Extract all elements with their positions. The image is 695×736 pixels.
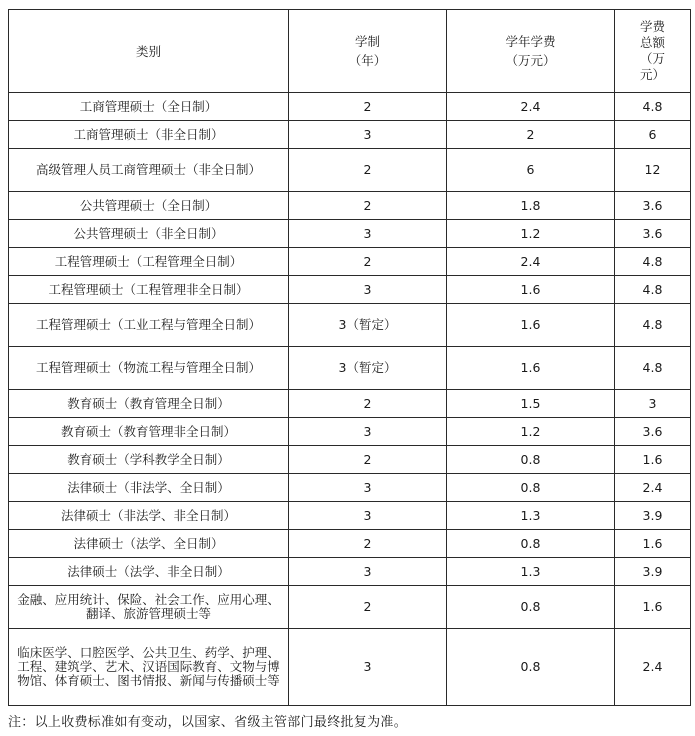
annual-fee-cell: 1.2 [447, 418, 615, 446]
table-row [9, 502, 691, 530]
category-cell: 法律硕士（法学、全日制） [9, 530, 289, 558]
total-fee-cell: 3.9 [615, 502, 691, 530]
table-row [9, 347, 691, 390]
table-row [9, 93, 691, 121]
total-fee-cell: 3.6 [615, 192, 691, 220]
table-row [9, 629, 691, 706]
duration-cell: 2 [289, 446, 447, 474]
total-fee-cell: 4.8 [615, 347, 691, 390]
annual-fee-cell: 1.2 [447, 220, 615, 248]
table-row [9, 304, 691, 347]
duration-cell: 2 [289, 586, 447, 629]
table-row [9, 474, 691, 502]
total-fee-cell: 4.8 [615, 93, 691, 121]
category-cell: 工程管理硕士（工业工程与管理全日制） [9, 304, 289, 347]
category-cell: 教育硕士（教育管理全日制） [9, 390, 289, 418]
annual-fee-cell: 1.8 [447, 192, 615, 220]
table-row [9, 121, 691, 149]
category-cell: 工商管理硕士（非全日制） [9, 121, 289, 149]
annual-fee-cell: 6 [447, 149, 615, 192]
total-fee-cell: 3.6 [615, 220, 691, 248]
total-fee-cell: 2.4 [615, 474, 691, 502]
total-fee-cell: 1.6 [615, 446, 691, 474]
annual-fee-cell: 0.8 [447, 586, 615, 629]
category-cell: 临床医学、口腔医学、公共卫生、药学、护理、工程、建筑学、艺术、汉语国际教育、文物与博物馆、体育硕士、图书情报、新闻与传播硕士等 [9, 629, 289, 706]
annual-fee-cell: 1.5 [447, 390, 615, 418]
header-total-fee: 学费 总额 （万 元） [615, 10, 691, 93]
category-cell: 教育硕士（学科教学全日制） [9, 446, 289, 474]
duration-cell: 3 [289, 474, 447, 502]
tuition-fee-table [8, 9, 691, 706]
total-fee-cell: 3.9 [615, 558, 691, 586]
header-category: 类别 [9, 10, 289, 93]
duration-cell: 2 [289, 192, 447, 220]
category-cell: 工程管理硕士（工程管理非全日制） [9, 276, 289, 304]
total-fee-cell: 3.6 [615, 418, 691, 446]
table-row [9, 276, 691, 304]
duration-cell: 3（暂定） [289, 347, 447, 390]
duration-cell: 2 [289, 149, 447, 192]
category-cell: 公共管理硕士（全日制） [9, 192, 289, 220]
category-cell: 法律硕士（非法学、非全日制） [9, 502, 289, 530]
total-fee-cell: 2.4 [615, 629, 691, 706]
duration-cell: 3 [289, 121, 447, 149]
table-row [9, 220, 691, 248]
category-cell: 工商管理硕士（全日制） [9, 93, 289, 121]
duration-cell: 3 [289, 276, 447, 304]
table-header-row [9, 10, 691, 93]
duration-cell: 3 [289, 220, 447, 248]
annual-fee-cell: 1.3 [447, 502, 615, 530]
duration-cell: 3 [289, 418, 447, 446]
total-fee-cell: 12 [615, 149, 691, 192]
total-fee-cell: 3 [615, 390, 691, 418]
total-fee-cell: 4.8 [615, 276, 691, 304]
total-fee-cell: 6 [615, 121, 691, 149]
annual-fee-cell: 2.4 [447, 248, 615, 276]
annual-fee-cell: 0.8 [447, 530, 615, 558]
footnote: 注：以上收费标准如有变动，以国家、省级主管部门最终批复为准。 [8, 715, 408, 730]
table-row [9, 192, 691, 220]
total-fee-cell: 1.6 [615, 586, 691, 629]
duration-cell: 2 [289, 390, 447, 418]
annual-fee-cell: 0.8 [447, 629, 615, 706]
annual-fee-cell: 2 [447, 121, 615, 149]
header-annual-fee: 学年学费 （万元） [447, 10, 615, 93]
table-row [9, 248, 691, 276]
annual-fee-cell: 2.4 [447, 93, 615, 121]
category-cell: 公共管理硕士（非全日制） [9, 220, 289, 248]
duration-cell: 2 [289, 93, 447, 121]
header-duration: 学制 （年） [289, 10, 447, 93]
category-cell: 法律硕士（法学、非全日制） [9, 558, 289, 586]
annual-fee-cell: 0.8 [447, 446, 615, 474]
total-fee-cell: 4.8 [615, 304, 691, 347]
duration-cell: 2 [289, 530, 447, 558]
category-cell: 金融、应用统计、保险、社会工作、应用心理、翻译、旅游管理硕士等 [9, 586, 289, 629]
annual-fee-cell: 1.6 [447, 347, 615, 390]
category-cell: 教育硕士（教育管理非全日制） [9, 418, 289, 446]
table-row [9, 558, 691, 586]
duration-cell: 3 [289, 629, 447, 706]
category-cell: 工程管理硕士（工程管理全日制） [9, 248, 289, 276]
annual-fee-cell: 1.3 [447, 558, 615, 586]
table-row [9, 446, 691, 474]
duration-cell: 3（暂定） [289, 304, 447, 347]
duration-cell: 2 [289, 248, 447, 276]
annual-fee-cell: 0.8 [447, 474, 615, 502]
table-row [9, 586, 691, 629]
category-cell: 高级管理人员工商管理硕士（非全日制） [9, 149, 289, 192]
duration-cell: 3 [289, 502, 447, 530]
category-cell: 法律硕士（非法学、全日制） [9, 474, 289, 502]
annual-fee-cell: 1.6 [447, 304, 615, 347]
total-fee-cell: 4.8 [615, 248, 691, 276]
table-row [9, 390, 691, 418]
duration-cell: 3 [289, 558, 447, 586]
annual-fee-cell: 1.6 [447, 276, 615, 304]
table-row [9, 149, 691, 192]
category-cell: 工程管理硕士（物流工程与管理全日制） [9, 347, 289, 390]
table-row [9, 418, 691, 446]
table-row [9, 530, 691, 558]
total-fee-cell: 1.6 [615, 530, 691, 558]
